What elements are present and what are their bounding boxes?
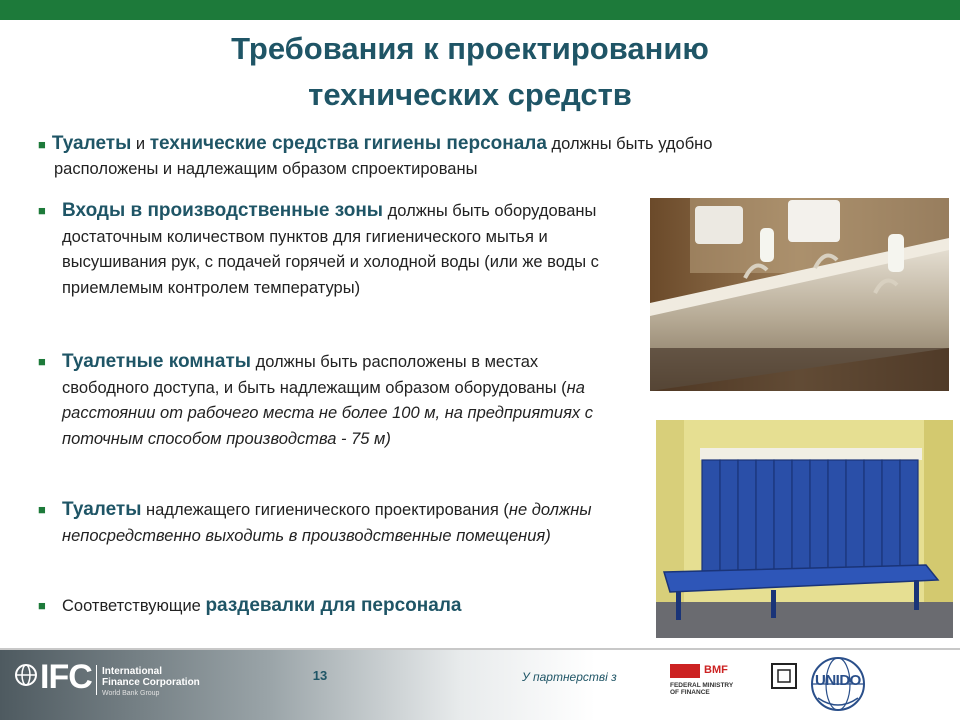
page-title-line2: технических средств	[308, 77, 632, 112]
page-title-line1: Требования к проектированию	[231, 31, 709, 66]
bmf-eagle-icon	[670, 664, 700, 678]
page-number: 13	[312, 668, 328, 683]
ifc-name-line3: World Bank Group	[102, 690, 160, 697]
ifc-name-line1: International	[102, 666, 163, 677]
bullet-item-entrances	[38, 198, 628, 301]
bmf-subtitle	[670, 682, 733, 696]
intro-highlight-toilets: Туалеты	[51, 133, 132, 154]
bmf-label: BMF	[704, 664, 728, 676]
bullet-square-icon: ■	[38, 203, 46, 218]
page-title	[120, 26, 820, 118]
ifc-globe-icon	[14, 660, 38, 690]
item-lead: Соответствующие	[62, 597, 201, 615]
bullet-square-icon: ■	[38, 598, 46, 613]
intro-paragraph	[38, 132, 918, 181]
item-italic-note: на расстоянии от рабочего места не более 100 м, на предприятиях с поточным способом производства - 75 м)	[62, 378, 593, 448]
bmf-line1: FEDERAL MINISTRY	[670, 682, 734, 689]
intro-and: и	[131, 135, 150, 153]
item-italic-note: не должны непосредственно выходить в производственные помещения)	[62, 501, 592, 545]
intro-line2: расположены и надлежащим образом спроектированы	[54, 160, 478, 178]
bullet-item-toilets	[38, 497, 628, 549]
frame-icon	[768, 660, 800, 692]
partner-label: У партнерстві з	[522, 670, 617, 684]
ifc-logo-text: IFC	[40, 658, 92, 696]
item-highlight: Туалеты	[62, 499, 142, 520]
item-highlight: раздевалки для персонала	[205, 595, 462, 616]
item-highlight: Входы в производственные зоны	[62, 200, 384, 221]
unido-label: UNIDO	[815, 672, 861, 689]
bmf-line2: OF FINANCE	[670, 689, 710, 696]
item-text: должны быть расположены в местах свободного доступа, и быть надлежащим образом оборудованы (	[62, 353, 567, 397]
item-text: надлежащего гигиенического проектирования (	[146, 501, 509, 519]
bmf-logo	[670, 660, 762, 700]
top-accent-bar	[0, 0, 960, 20]
intro-text: должны быть удобно	[546, 135, 713, 153]
bullet-item-lockers	[38, 593, 628, 620]
ifc-full-name	[102, 666, 200, 699]
item-highlight: Туалетные комнаты	[62, 351, 251, 372]
bullet-item-restrooms	[38, 349, 628, 452]
photo-handwash-station	[650, 198, 949, 391]
intro-highlight-hygiene: технические средства гигиены персонала	[149, 133, 547, 154]
ifc-name-line2: Finance Corporation	[102, 677, 200, 688]
bullet-square-icon: ■	[38, 502, 46, 517]
ifc-separator	[96, 665, 97, 695]
bullet-square-icon: ■	[38, 137, 46, 152]
item-text: должны быть оборудованы достаточным количеством пунктов для гигиенического мытья и высушивания рук, с подачей горячей и холодной воды (или же воды с приемлемым контролем температуры)	[62, 202, 599, 297]
photo-locker-room	[656, 420, 953, 638]
bullet-square-icon: ■	[38, 354, 46, 369]
